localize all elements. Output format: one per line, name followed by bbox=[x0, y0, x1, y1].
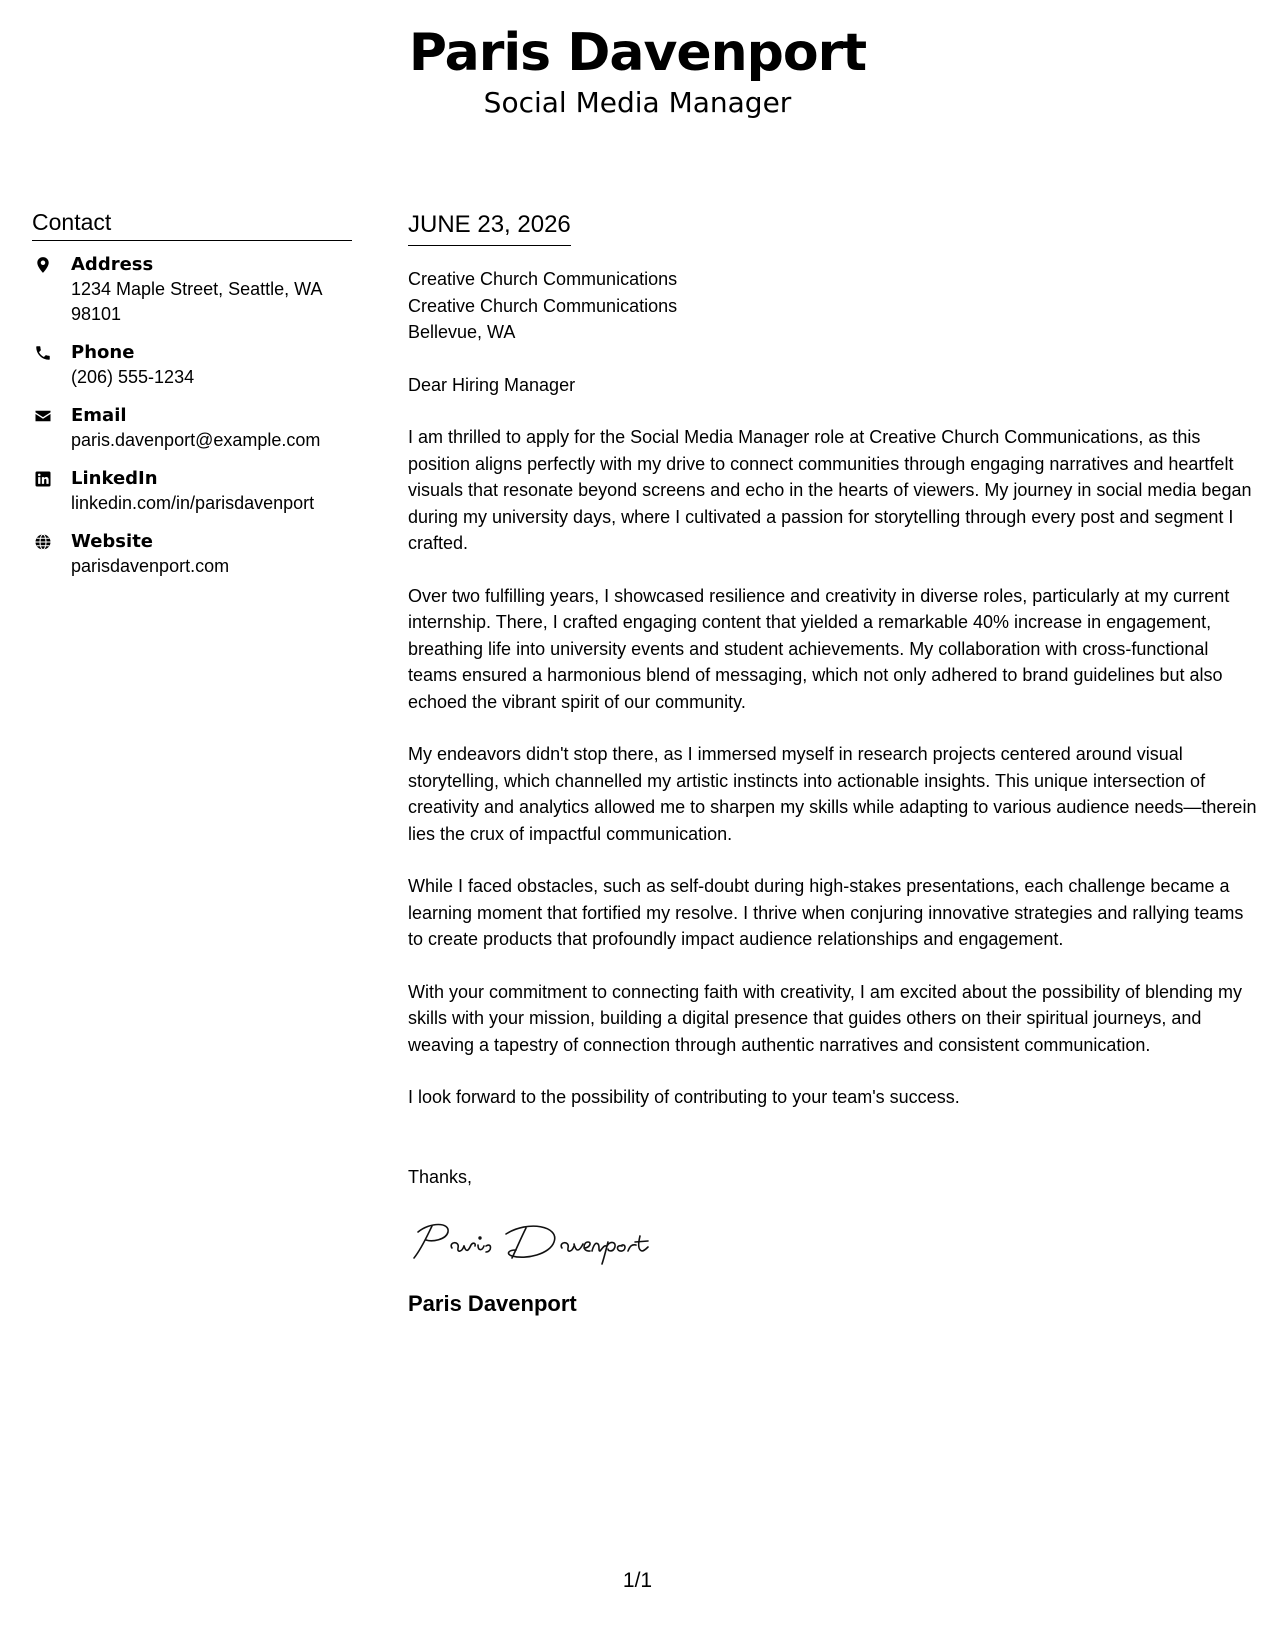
contact-label-linkedin: LinkedIn bbox=[71, 468, 158, 489]
phone-icon bbox=[34, 344, 52, 362]
contact-item-website bbox=[32, 530, 352, 579]
contact-list bbox=[32, 253, 352, 579]
contact-item-address bbox=[32, 253, 352, 327]
recipient-line: Creative Church Communications bbox=[408, 269, 678, 289]
handwritten-signature bbox=[408, 1218, 1258, 1268]
contact-item-email bbox=[32, 404, 352, 453]
contact-heading: Contact bbox=[32, 208, 352, 241]
salutation: Dear Hiring Manager bbox=[408, 374, 576, 395]
body-paragraph: With your commitment to connecting faith with creativity, I am excited about the possibility of blending my skills with your mission, building a digital presence that guides others on their spiritual journeys, and weaving a tapestry of connection through authentic narratives and consistent communication. bbox=[408, 981, 1243, 1055]
recipient-block bbox=[408, 266, 1258, 346]
body-paragraph: I look forward to the possibility of contributing to your team's success. bbox=[408, 1087, 960, 1107]
signature-image bbox=[408, 1218, 678, 1268]
letter-date: JUNE 23, 2026 bbox=[408, 210, 571, 246]
contact-value-phone: (206) 555-1234 bbox=[71, 367, 195, 387]
contact-label-phone: Phone bbox=[71, 342, 135, 363]
signed-name: Paris Davenport bbox=[408, 1291, 577, 1316]
contact-label-website: Website bbox=[71, 531, 154, 552]
applicant-job-title: Social Media Manager bbox=[483, 86, 792, 119]
page-number: 1/1 bbox=[622, 1569, 653, 1592]
contact-sidebar bbox=[32, 208, 352, 593]
contact-item-phone bbox=[32, 341, 352, 390]
body-paragraph: I am thrilled to apply for the Social Media Manager role at Creative Church Communications, as this position aligns perfectly with my drive to connect communities through engaging narratives and heartfelt visuals that resonate beyond screens and echo in the hearts of viewers. My journey in social media began during my university days, where I cultivated a passion for storytelling through every post and segment I crafted. bbox=[408, 427, 1252, 553]
body-paragraph: While I faced obstacles, such as self-doubt during high-stakes presentations, each challenge became a learning moment that fortified my resolve. I thrive when conjuring innovative strategies and rallying teams to create products that profoundly impact audience relationships and engagement. bbox=[408, 876, 1244, 949]
contact-value-address: 1234 Maple Street, Seattle, WA 98101 bbox=[71, 279, 322, 324]
body-paragraph: Over two fulfilling years, I showcased resilience and creativity in diverse roles, particularly at my current internship. There, I crafted engaging content that yielded a remarkable 40% increase in engagement, breathing life into university events and student achievements. My collaboration with cross-functional teams ensured a harmonious blend of messaging, which not only adhered to brand guidelines but also echoed the vibrant spirit of our community. bbox=[408, 585, 1230, 712]
closing: Thanks, bbox=[408, 1166, 473, 1187]
contact-value-website: parisdavenport.com bbox=[71, 556, 230, 576]
letter-header bbox=[0, 22, 1275, 120]
recipient-line: Creative Church Communications bbox=[408, 295, 678, 316]
recipient-line: Bellevue, WA bbox=[408, 322, 516, 342]
contact-value-linkedin: linkedin.com/in/parisdavenport bbox=[71, 493, 315, 513]
envelope-icon bbox=[34, 407, 52, 425]
contact-label-email: Email bbox=[71, 405, 127, 426]
globe-icon bbox=[34, 533, 52, 551]
applicant-name: Paris Davenport bbox=[408, 23, 867, 83]
location-pin-icon bbox=[34, 256, 52, 274]
contact-item-linkedin bbox=[32, 467, 352, 516]
letter-body bbox=[408, 210, 1258, 1318]
contact-label-address: Address bbox=[71, 254, 154, 275]
contact-value-email: paris.davenport@example.com bbox=[71, 430, 321, 450]
body-paragraph: My endeavors didn't stop there, as I immersed myself in research projects centered around visual storytelling, which channelled my artistic instincts into actionable insights. This unique intersection of creativity and analytics allowed me to sharpen my skills while adapting to various audience needs—therein lies the crux of impactful communication. bbox=[408, 744, 1257, 844]
linkedin-icon bbox=[34, 470, 52, 488]
